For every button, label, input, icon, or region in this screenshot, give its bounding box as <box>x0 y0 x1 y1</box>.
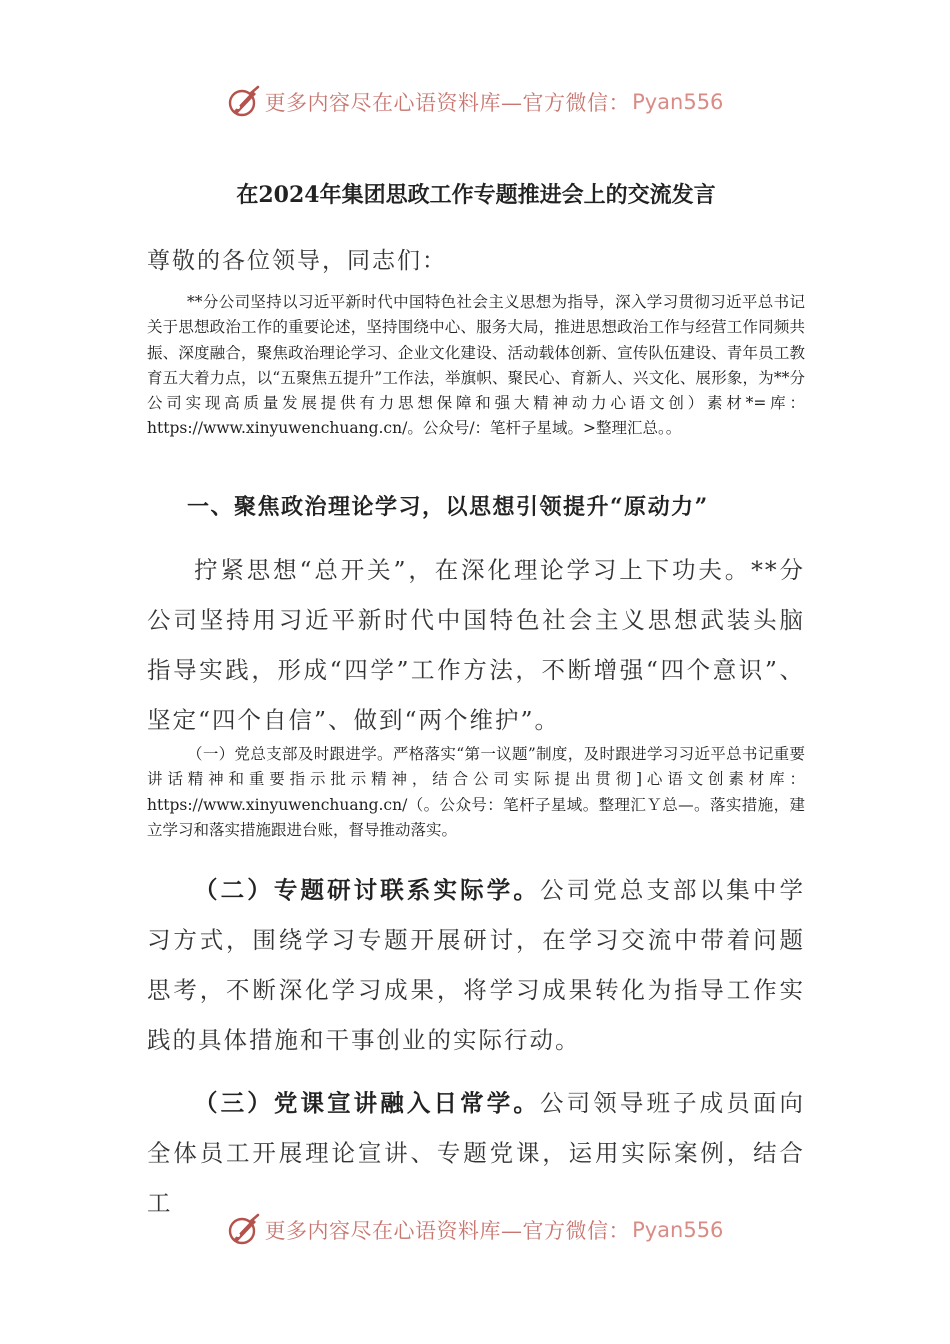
item-1-paragraph: （一）党总支部及时跟进学。严格落实“第一议题”制度，及时跟进学习习近平总书记重要讲话精神和重要指示批示精神，结合公司实际提出贯彻]心语文创素材库：https://www.xinyuwenchuang.cn/（。公众号：笔杆子星域。整理汇Ｙ总—。落实措施，建立学习和落实措施跟进台账，督导推动落实。 <box>147 745 805 839</box>
item-3-body: 公司领导班子成员面向全体员工开展理论宣讲、专题党课，运用实际案例，结合工 <box>147 1089 806 1217</box>
section1-paragraph: 拧紧思想“总开关”，在深化理论学习上下功夫。**分公司坚持用习近平新时代中国特色社会主义思想武装头脑指导实践，形成“四学”工作方法，不断增强“四个意识”、坚定“四个自信”、做到“两个维护”。 <box>147 556 805 734</box>
item-3-paragraph <box>147 1078 805 1228</box>
header-watermark-banner <box>0 82 950 122</box>
banner-text: 更多内容尽在心语资料库—官方微信： <box>264 1219 631 1243</box>
footer-watermark-banner <box>0 1210 950 1250</box>
intro-paragraph: **分公司坚持以习近平新时代中国特色社会主义思想为指导，深入学习贯彻习近平总书记关于思想政治工作的重要论述，坚持围绕中心、服务大局，推进思想政治工作与经营工作同频共振、深度融合，聚焦政治理论学习、企业文化建设、活动载体创新、宣传队伍建设、青年员工教育五大着力点，以“五聚焦五提升”工作法，举旗帜、聚民心、育新人、兴文化、展形象，为**分公司实现高质量发展提供有力思想保障和强大精神动力心语文创）素材*=库：https://www.xinyuwenchuang.cn/。公众号/：笔杆子星域。>整理汇总。。 <box>147 293 805 438</box>
banner-wechat-id: Pyan556 <box>632 90 724 114</box>
section-heading-1: 一、聚焦政治理论学习，以思想引领提升“原动力” <box>187 494 709 520</box>
item-2-lead: （二）专题研讨联系实际学。 <box>194 876 540 904</box>
item-2-body: 公司党总支部以集中学习方式，围绕学习专题开展研讨，在学习交流中带着问题思考，不断深化学习成果，将学习成果转化为指导工作实践的具体措施和干事创业的实际行动。 <box>147 876 806 1054</box>
document-title: 在2024年集团思政工作专题推进会上的交流发言 <box>236 182 716 208</box>
item-3-lead: （三）党课宣讲融入日常学。 <box>194 1089 540 1117</box>
banner-wechat-id: Pyan556 <box>632 1218 724 1242</box>
banner-text: 更多内容尽在心语资料库—官方微信： <box>264 91 631 115</box>
quill-logo-icon <box>227 1213 261 1247</box>
salutation: 尊敬的各位领导，同志们： <box>147 248 447 274</box>
quill-logo-icon <box>227 85 261 119</box>
item-2-paragraph <box>147 865 805 1065</box>
